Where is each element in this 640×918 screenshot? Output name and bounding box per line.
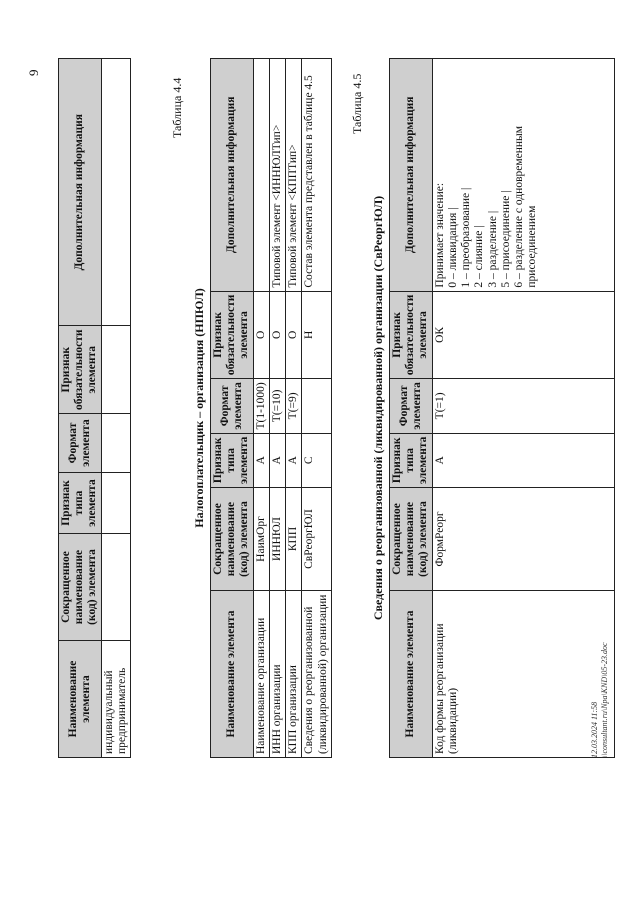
header-cell: Наименование элемента <box>390 591 433 758</box>
table-cell: T(=9) <box>286 379 302 433</box>
header-cell: Признак типа элемента <box>211 433 254 487</box>
header-cell: Сокращенное наименование (код) элемента <box>59 534 102 641</box>
list-item: 1 – преобразование | <box>460 187 473 288</box>
table-title: Налогоплательщик – организация (НПЮЛ) <box>192 288 206 528</box>
table-cell: Н <box>302 291 331 379</box>
table-header-row <box>211 59 254 758</box>
list-item: 2 – слияние | <box>473 225 486 288</box>
table-cell: С <box>302 433 331 487</box>
table-cell: КПП <box>286 488 302 591</box>
table-cell: ОК <box>432 291 614 379</box>
header-cell: Формат элемента <box>59 414 102 473</box>
table-cell: ФормРеорг <box>432 488 614 591</box>
table-cell: Сведения о реорганизованной (ликвидированной) организации <box>302 591 331 758</box>
table-row <box>286 59 302 758</box>
table-header-row <box>390 59 433 758</box>
top-table <box>58 58 131 758</box>
footer-path: \\consultant.ru\Npa\KND\05-23.doc <box>599 642 609 758</box>
table-cell <box>101 414 130 473</box>
table-4-4 <box>210 58 332 758</box>
table-cell: О <box>253 291 269 379</box>
info-intro: Принимает значение: <box>433 182 446 288</box>
list-item: 5 – присоединение | <box>499 190 512 288</box>
page-number: 9 <box>26 69 41 76</box>
table-cell: Наименование организации <box>253 591 269 758</box>
table-row <box>269 59 285 758</box>
header-cell: Сокращенное наименование (код) элемента <box>390 488 433 591</box>
header-cell: Наименование элемента <box>59 641 102 758</box>
table-cell <box>101 59 130 326</box>
table-cell: СвРеоргЮЛ <box>302 488 331 591</box>
table-cell: КПП организации <box>286 591 302 758</box>
table-cell: Типовой элемент <ИННЮЛТип> <box>269 59 285 292</box>
table-cell <box>253 59 269 292</box>
table-cell <box>101 534 130 641</box>
table-cell <box>101 326 130 414</box>
value-list <box>447 62 540 288</box>
header-cell: Признак обязательности элемента <box>59 326 102 414</box>
list-item: 3 – разделение | <box>486 210 499 288</box>
table-cell: А <box>286 433 302 487</box>
header-cell: Дополнительная информация <box>211 59 254 292</box>
table-title: Сведения о реорганизованной (ликвидированной) организации (СвРеоргЮЛ) <box>371 195 385 621</box>
header-cell: Признак обязательности элемента <box>211 291 254 379</box>
list-item: 0 – ликвидация | <box>446 207 459 288</box>
table-cell: Состав элемента представлен в таблице 4.5 <box>302 59 331 292</box>
table-cell: ИНН организации <box>269 591 285 758</box>
table-header-row <box>59 59 102 758</box>
table-caption: Таблица 4.4 <box>170 77 184 138</box>
table-cell: А <box>269 433 285 487</box>
header-cell: Сокращенное наименование (код) элемента <box>211 488 254 591</box>
table-row <box>101 59 130 758</box>
table-cell <box>302 379 331 433</box>
header-cell: Дополнительная информация <box>390 59 433 292</box>
table-cell: НаимОрг <box>253 488 269 591</box>
table-cell: О <box>269 291 285 379</box>
table-cell: О <box>286 291 302 379</box>
table-4-5 <box>389 58 615 758</box>
table-cell: А <box>432 433 614 487</box>
table-cell-info <box>432 59 614 292</box>
list-item: 6 – разделение с одновременным присоединением <box>512 125 539 288</box>
table-cell: ИННЮЛ <box>269 488 285 591</box>
header-cell: Признак типа элемента <box>390 433 433 487</box>
header-cell: Формат элемента <box>390 379 433 433</box>
table-cell: А <box>253 433 269 487</box>
footer <box>590 642 609 758</box>
table-cell <box>101 473 130 534</box>
table-row <box>302 59 331 758</box>
table-cell: T(=10) <box>269 379 285 433</box>
table-cell: T(1-1000) <box>253 379 269 433</box>
header-cell: Признак типа элемента <box>59 473 102 534</box>
header-cell: Формат элемента <box>211 379 254 433</box>
header-cell: Дополнительная информация <box>59 59 102 326</box>
footer-date: 12.03.2024 11:58 <box>590 701 599 758</box>
table-cell: Типовой элемент <КППТип> <box>286 59 302 292</box>
table-row <box>253 59 269 758</box>
table-cell: T(=1) <box>432 379 614 433</box>
table-row <box>432 59 614 758</box>
header-cell: Наименование элемента <box>211 591 254 758</box>
table-caption: Таблица 4.5 <box>350 73 364 134</box>
table-cell: индивидуальный предприниматель <box>101 641 130 758</box>
table-cell: Код формы реорганизации (ликвидации) <box>432 591 614 758</box>
header-cell: Признак обязательности элемента <box>390 291 433 379</box>
